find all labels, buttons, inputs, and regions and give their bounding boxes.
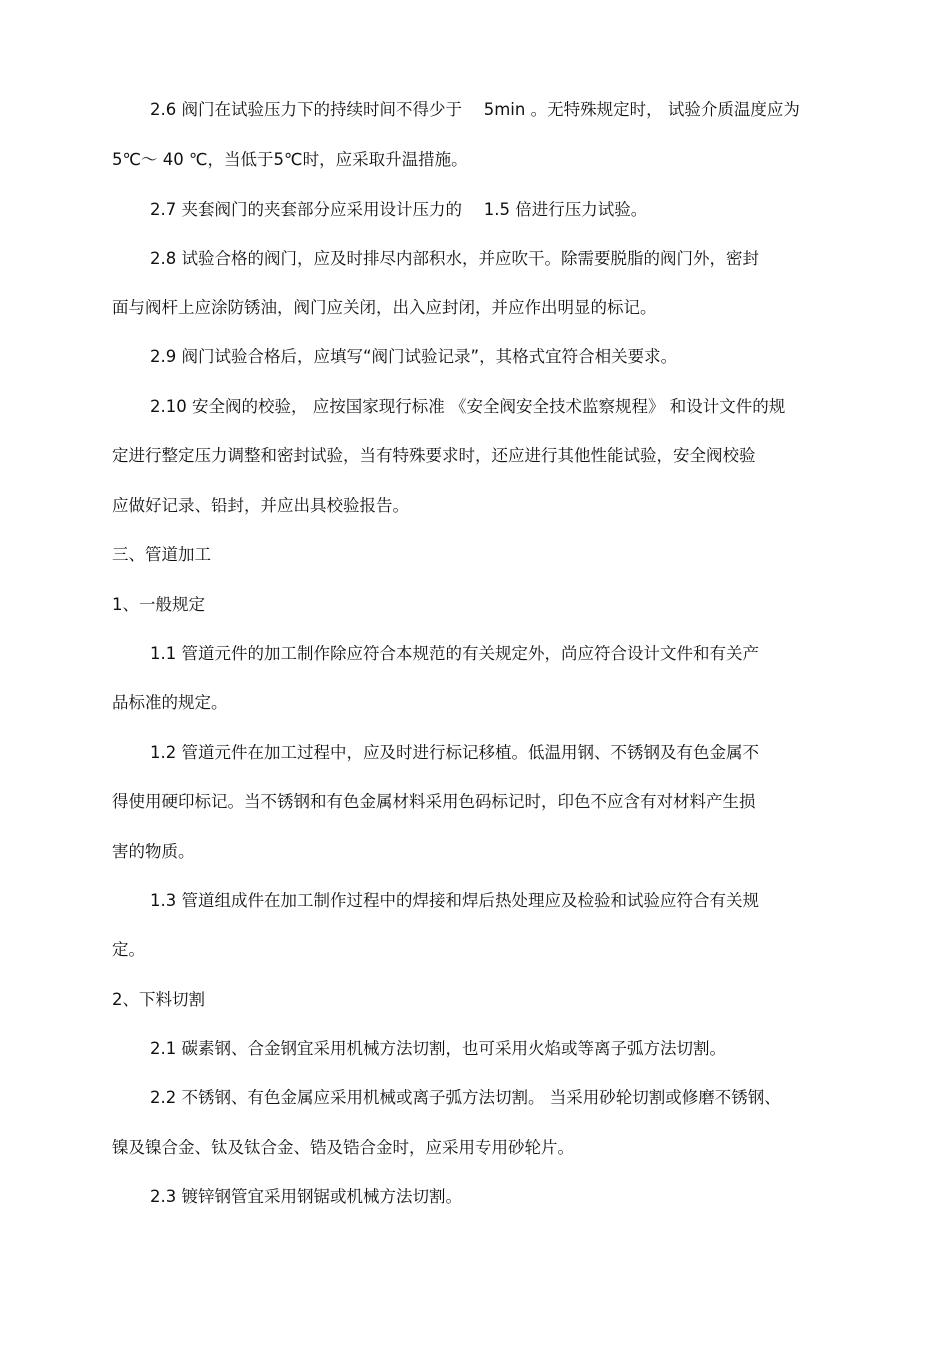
paragraph-2-10-line-2: 定进行整定压力调整和密封试验，当有特殊要求时，还应进行其他性能试验，安全阀校验 xyxy=(112,446,756,465)
paragraph-2-3: 2.3 镀锌钢管宜采用钢锯或机械方法切割。 xyxy=(150,1187,462,1206)
paragraph-2-8-line-1: 2.8 试验合格的阀门，应及时排尽内部积水，并应吹干。除需要脱脂的阀门外，密封 xyxy=(150,249,759,268)
paragraph-2-6-line-2: 5℃～ 40 ℃，当低于5℃时，应采取升温措施。 xyxy=(112,150,468,169)
paragraph-2-10-line-3: 应做好记录、铅封，并应出具校验报告。 xyxy=(112,496,409,515)
subsection-heading-2: 2、下料切割 xyxy=(112,990,205,1009)
paragraph-2-6-line-1: 2.6 阀门在试验压力下的持续时间不得少于 5min 。无特殊规定时， 试验介质温度应为 xyxy=(150,100,800,119)
paragraph-2-2-line-2: 镍及镍合金、钛及钛合金、锆及锆合金时，应采用专用砂轮片。 xyxy=(112,1138,574,1157)
subsection-heading-1: 1、一般规定 xyxy=(112,595,205,614)
paragraph-2-1: 2.1 碳素钢、合金钢宜采用机械方法切割，也可采用火焰或等离子弧方法切割。 xyxy=(150,1039,726,1058)
paragraph-2-10-line-1: 2.10 安全阀的校验， 应按国家现行标准 《安全阀安全技术监察规程》 和设计文件的规 xyxy=(150,397,786,416)
section-heading-3: 三、管道加工 xyxy=(112,545,211,564)
paragraph-2-9: 2.9 阀门试验合格后，应填写“阀门试验记录”，其格式宜符合相关要求。 xyxy=(150,347,678,366)
paragraph-1-2-line-1: 1.2 管道元件在加工过程中，应及时进行标记移植。低温用钢、不锈钢及有色金属不 xyxy=(150,743,759,762)
paragraph-1-3-line-2: 定。 xyxy=(112,940,145,959)
paragraph-1-1-line-2: 品标准的规定。 xyxy=(112,693,228,712)
paragraph-2-7: 2.7 夹套阀门的夹套部分应采用设计压力的 1.5 倍进行压力试验。 xyxy=(150,200,648,219)
paragraph-1-2-line-3: 害的物质。 xyxy=(112,842,195,861)
paragraph-1-3-line-1: 1.3 管道组成件在加工制作过程中的焊接和焊后热处理应及检验和试验应符合有关规 xyxy=(150,891,759,910)
paragraph-2-8-line-2: 面与阀杆上应涂防锈油，阀门应关闭，出入应封闭，并应作出明显的标记。 xyxy=(112,298,657,317)
paragraph-1-1-line-1: 1.1 管道元件的加工制作除应符合本规范的有关规定外，尚应符合设计文件和有关产 xyxy=(150,644,759,663)
paragraph-2-2-line-1: 2.2 不锈钢、有色金属应采用机械或离子弧方法切割。 当采用砂轮切割或修磨不锈钢、 xyxy=(150,1088,781,1107)
paragraph-1-2-line-2: 得使用硬印标记。当不锈钢和有色金属材料采用色码标记时，印色不应含有对材料产生损 xyxy=(112,792,756,811)
